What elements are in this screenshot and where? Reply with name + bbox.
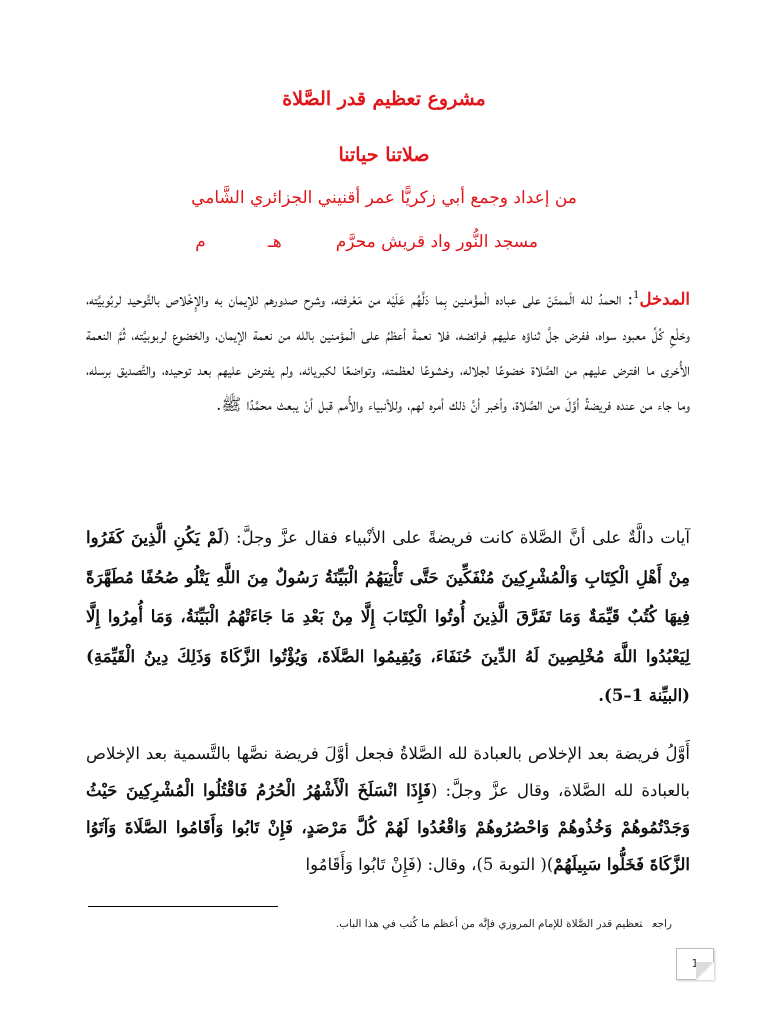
quran-verse-tawba: فَإِذَا انْسَلَخَ الْأَشْهُرُ الْحُرُمُ فَاقْتُلُوا الْمُشْرِكِينَ حَيْثُ وَجَدْتُمُوهُمْ وَخُذُوهُمْ وَاحْصُرُوهُمْ وَاقْعُدُوا لَهُمْ كُلَّ مَرْصَدٍ، فَإِنْ تَابُوا وَأَقَامُوا الصَّلَاةَ وَآتَوُا الزَّكَاةَ فَخَلُّوا سَبِيلَهُمْ <box>86 781 690 874</box>
project-title: مشروع تعظيم قدر الصَّلاة <box>282 88 486 110</box>
intro-paragraph <box>86 278 690 422</box>
page-fold-icon <box>696 962 714 980</box>
footnote-text: تعظيم قدر الصَّلاة للإمام المروزي فإنَّه من أعظم ما كُتب في هذا الباب. <box>335 918 643 930</box>
verses-lead: آيات دالَّةٌ على أنَّ الصَّلاة كانت فريضةً على الأنْبياء فقال عزَّ وجلَّ: ( <box>222 528 690 547</box>
quran-verse-bayyina: لَمْ يَكُنِ الَّذِينَ كَفَرُوا مِنْ أَهْلِ الْكِتَابِ وَالْمُشْرِكِينَ مُنْفَكِّينَ حَتَّى تَأْتِيَهُمُ الْبَيِّنَةُ رَسُولٌ مِنَ اللَّهِ يَتْلُو صُحُفًا مُطَهَّرَةً فِيهَا كُتُبٌ قَيِّمَةٌ وَمَا تَفَرَّقَ الَّذِينَ أُوتُوا الْكِتَابَ إِلَّا مِنْ بَعْدِ مَا جَاءَتْهُمُ الْبَيِّنَةُ، وَمَا أُمِرُوا إِلَّا لِيَعْبُدُوا اللَّهَ مُخْلِصِينَ لَهُ الدِّينَ حُنَفَاءَ، وَيُقِيمُوا الصَّلَاةَ، وَيُؤْتُوا الزَّكَاةَ وَذَلِكَ دِينُ الْقَيِّمَةِ <box>86 528 690 666</box>
booklet-subtitle: صلاتنا حياتنا <box>338 144 430 166</box>
location-line <box>195 232 538 252</box>
intro-text: : الحمدُ لله الْممتَنّ على عباده الْمؤْمنين بِما دَلَّهُم عَلَيْه من مَعْرفته، وشرح صدورهم للإيمان به والإِخْلاص بالتَّوحيد لربُوبيَّته، وخلْعِ كُلِّ معبود سواه، ففرض جلَّ ثناؤه عليهم فرائضه، فلا نعمةَ أعظمُ على الْمؤمنين بالله من نعمة الإيمان، والخضوع لربوبيَّته، ثُمَّ النعمة الأُخرى ما افترض عليهم من الصَّلاة خضوعًا لجلاله، وخشوعًا لعظمته، وتواضعًا لكبريائه، ولم يفترض عليهم بعد توحيده، والتَّصديق برسله، وما جاء من عنده فريضةً أوَّلَ من الصَّلاة، وأخبر أنَّ ذلك أمره لهم، وللأنبياء والأُمم قبل أنْ يبعث محمَّدًا ﷺ. <box>86 289 690 414</box>
gregorian-marker: م <box>195 232 206 252</box>
page-number: 1 <box>691 957 699 970</box>
page-number-badge <box>676 948 714 980</box>
footnote-label: راجع <box>652 918 672 930</box>
hijri-marker: هـ <box>267 232 282 252</box>
author-line: من إعداد وجمع أبي زكريًّا عمر أقنيني الجزائري الشَّامي <box>191 188 577 208</box>
verses-paragraph <box>86 518 690 716</box>
first-obligation-paragraph <box>86 735 690 883</box>
footnote-separator <box>88 906 278 907</box>
footnote-ref[interactable]: 1 <box>633 290 640 301</box>
verse-reference: )(البيِّنة 1–5). <box>86 646 690 705</box>
footnote <box>112 918 672 930</box>
intro-label: المدخل <box>639 289 690 309</box>
obligation-lead: أَوَّلُ فريضة بعد الإخلاص بالعبادة لله الصَّلاةُ فجعل أوَّلَ فريضة نصَّها بالتَّسمية بعد الإخلاص بالعبادة لله الصَّلاة، وقال عزَّ وجلَّ: ( <box>86 744 690 800</box>
location-text: مسجد النُّور واد قريش محرَّم <box>335 232 538 252</box>
verse-reference-tawba: )( التوبة 5)، وقال: (فَإِنْ تَابُوا وَأَقَامُوا <box>305 855 554 874</box>
